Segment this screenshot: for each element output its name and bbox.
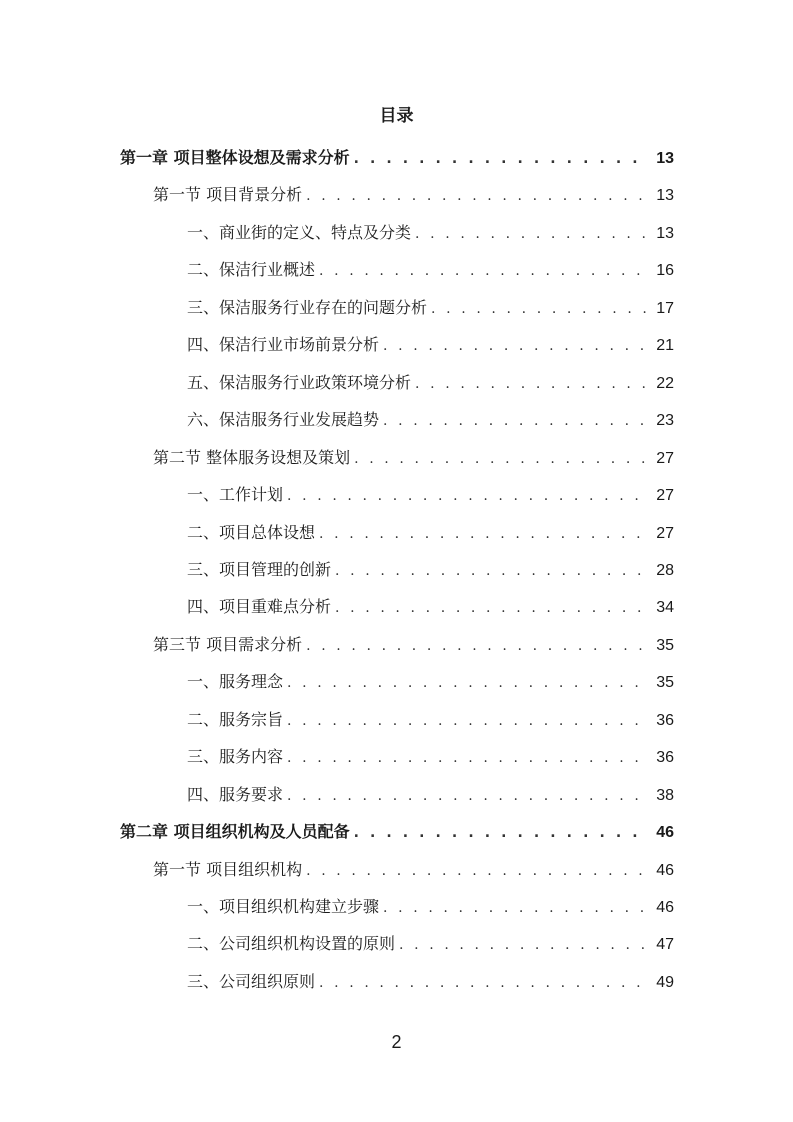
toc-entry-level-2[interactable] [153, 445, 674, 471]
toc-entry-level-1[interactable] [120, 819, 674, 845]
toc-dot-leader [335, 558, 650, 583]
toc-dot-leader [354, 446, 650, 471]
toc-entry-page-number: 13 [656, 187, 674, 204]
toc-entry-level-2[interactable] [153, 632, 674, 658]
toc-entry-page-number: 46 [656, 899, 674, 916]
toc-dot-leader [354, 820, 651, 845]
toc-dot-leader [287, 783, 650, 808]
toc-entry-title: 三、服务内容 [187, 747, 284, 766]
toc-entry-title: 第一节 项目背景分析 [153, 185, 303, 204]
toc-entry-level-3[interactable] [187, 707, 674, 733]
toc-dot-leader [383, 333, 650, 358]
toc-entry-level-3[interactable] [187, 295, 674, 321]
toc-entry-level-3[interactable] [187, 407, 674, 433]
toc-dot-leader [399, 932, 650, 957]
toc-entry-title: 二、保洁行业概述 [187, 260, 316, 279]
toc-entry-page-number: 36 [656, 712, 674, 729]
toc-dot-leader [383, 895, 650, 920]
toc-entry-title: 四、保洁行业市场前景分析 [187, 335, 380, 354]
toc-entry-title: 二、服务宗旨 [187, 710, 284, 729]
toc-entry-title: 二、公司组织机构设置的原则 [187, 934, 396, 953]
toc-entry-title: 五、保洁服务行业政策环境分析 [187, 373, 412, 392]
toc-entry-level-3[interactable] [187, 782, 674, 808]
toc-entry-level-3[interactable] [187, 332, 674, 358]
page-title: 目录 [379, 106, 414, 126]
toc-entry-level-3[interactable] [187, 894, 674, 920]
toc-entry-level-1[interactable] [120, 145, 674, 171]
toc-entry-title: 二、项目总体设想 [187, 523, 316, 542]
toc-dot-leader [319, 521, 650, 546]
toc-entry-title: 三、公司组织原则 [187, 972, 316, 991]
toc-entry-page-number: 47 [656, 936, 674, 953]
toc-dot-leader [319, 970, 650, 995]
toc-entry-title: 三、项目管理的创新 [187, 560, 332, 579]
toc-entry-title: 第一章 项目整体设想及需求分析 [120, 148, 350, 167]
toc-entry-title: 四、项目重难点分析 [187, 597, 332, 616]
toc-entry-title: 一、项目组织机构建立步骤 [187, 897, 380, 916]
toc-entry-page-number: 23 [656, 412, 674, 429]
toc-entry-page-number: 35 [656, 637, 674, 654]
toc-entry-title: 第二节 整体服务设想及策划 [153, 448, 351, 467]
toc-entry-page-number: 17 [656, 300, 674, 317]
toc-dot-leader [354, 146, 651, 171]
toc-entry-title: 六、保洁服务行业发展趋势 [187, 410, 380, 429]
toc-dot-leader [383, 408, 650, 433]
toc-entry-title: 三、保洁服务行业存在的问题分析 [187, 298, 428, 317]
toc-dot-leader [431, 296, 650, 321]
toc-entry-level-3[interactable] [187, 557, 674, 583]
toc-entry-page-number: 22 [656, 375, 674, 392]
toc-entry-page-number: 46 [656, 862, 674, 879]
toc-entry-title: 四、服务要求 [187, 785, 284, 804]
toc-entry-page-number: 27 [656, 525, 674, 542]
toc-entry-page-number: 46 [656, 824, 674, 841]
toc-entry-level-3[interactable] [187, 257, 674, 283]
toc-dot-leader [306, 858, 650, 883]
toc-entry-page-number: 13 [656, 150, 674, 167]
toc-entry-level-3[interactable] [187, 594, 674, 620]
toc-entry-title: 一、工作计划 [187, 485, 284, 504]
toc-entry-title: 第一节 项目组织机构 [153, 860, 303, 879]
page-number: 2 [391, 1032, 402, 1052]
toc-dot-leader [287, 483, 650, 508]
toc-dot-leader [415, 221, 650, 246]
toc-dot-leader [335, 595, 650, 620]
toc-entry-title: 一、服务理念 [187, 672, 284, 691]
toc-entry-level-2[interactable] [153, 857, 674, 883]
toc-entry-level-3[interactable] [187, 669, 674, 695]
toc-entry-title: 第二章 项目组织机构及人员配备 [120, 822, 350, 841]
toc-entry-level-3[interactable] [187, 370, 674, 396]
toc-entry-page-number: 28 [656, 562, 674, 579]
toc-dot-leader [306, 633, 650, 658]
toc-dot-leader [415, 371, 650, 396]
toc-dot-leader [287, 708, 650, 733]
toc-entry-page-number: 27 [656, 450, 674, 467]
toc-entry-page-number: 16 [656, 262, 674, 279]
toc-entry-title: 第三节 项目需求分析 [153, 635, 303, 654]
toc-entry-level-3[interactable] [187, 931, 674, 957]
toc-entry-level-3[interactable] [187, 744, 674, 770]
toc-entry-level-3[interactable] [187, 520, 674, 546]
toc-entry-title: 一、商业街的定义、特点及分类 [187, 223, 412, 242]
toc-entry-page-number: 27 [656, 487, 674, 504]
toc-dot-leader [306, 183, 650, 208]
toc-entry-level-3[interactable] [187, 220, 674, 246]
toc-entry-page-number: 36 [656, 749, 674, 766]
toc-dot-leader [287, 670, 650, 695]
toc-dot-leader [287, 745, 650, 770]
toc-entry-page-number: 35 [656, 674, 674, 691]
toc-entry-page-number: 34 [656, 599, 674, 616]
toc-entry-level-3[interactable] [187, 969, 674, 995]
toc-entry-level-3[interactable] [187, 482, 674, 508]
toc-entry-page-number: 21 [656, 337, 674, 354]
toc-entry-page-number: 38 [656, 787, 674, 804]
toc-dot-leader [319, 258, 650, 283]
toc-entry-page-number: 13 [656, 225, 674, 242]
toc-entry-page-number: 49 [656, 974, 674, 991]
toc-entry-level-2[interactable] [153, 182, 674, 208]
